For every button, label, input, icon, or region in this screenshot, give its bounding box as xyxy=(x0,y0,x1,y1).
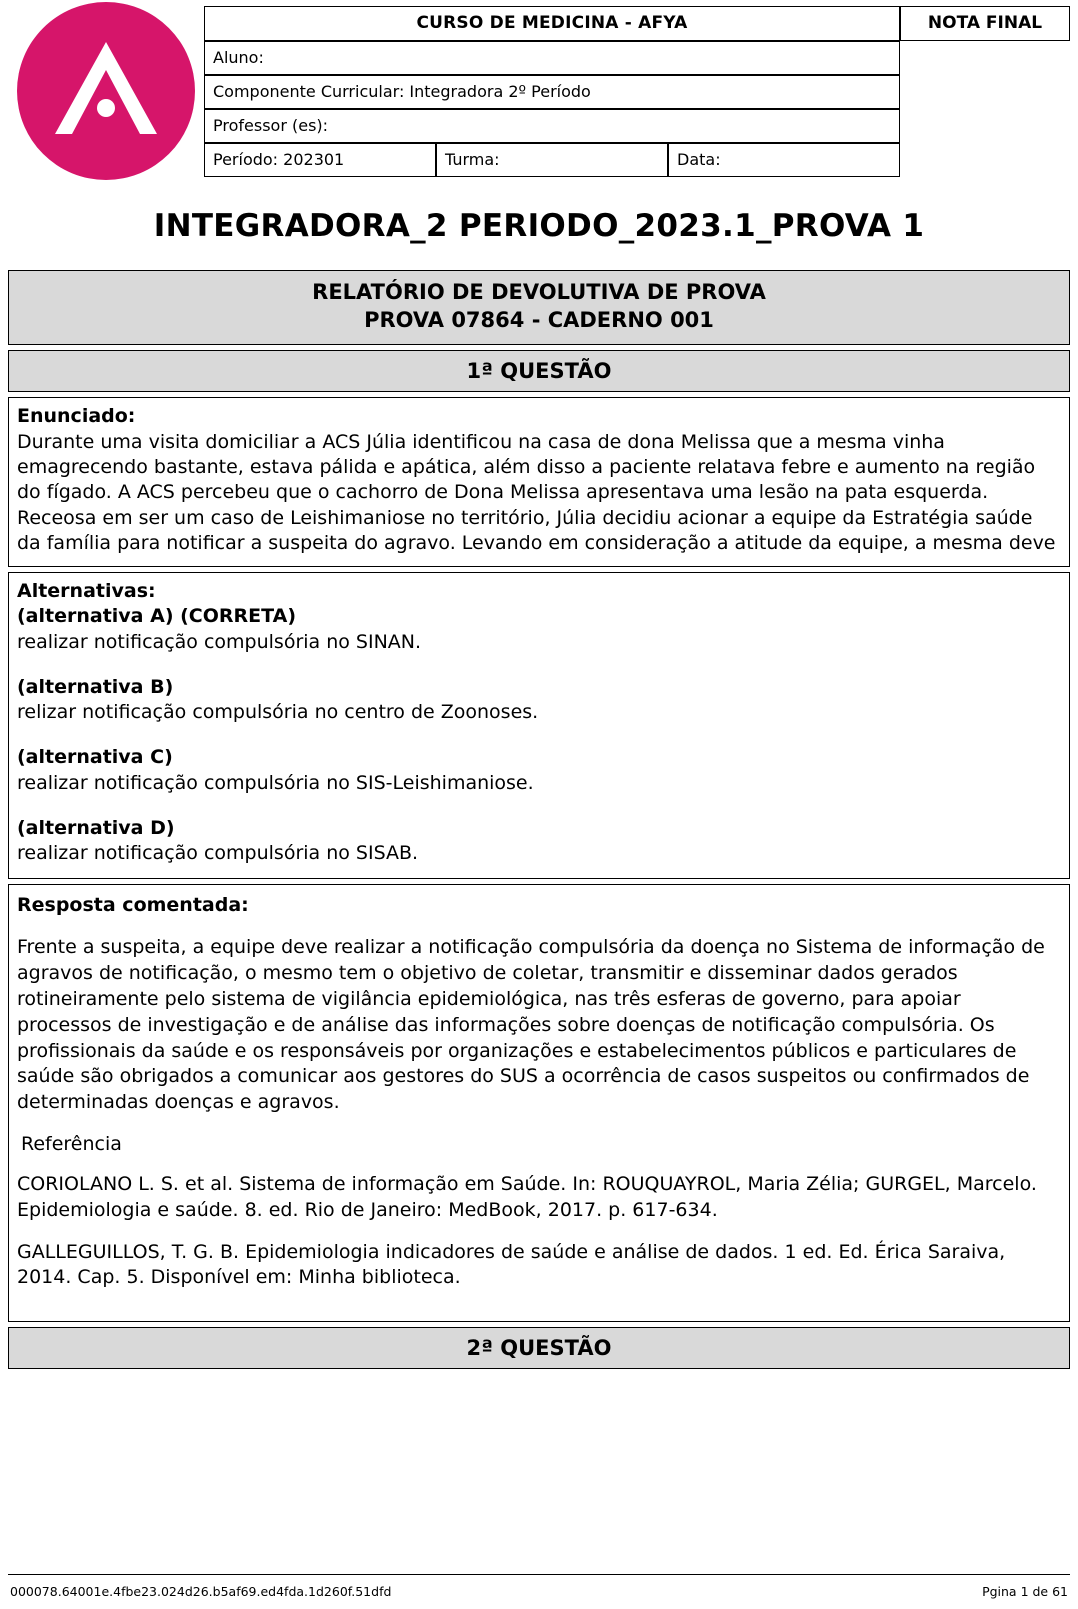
referencia-item-2: GALLEGUILLOS, T. G. B. Epidemiologia indicadores de saúde e análise de dados. 1 ed. Ed. Érica Saraiva, 2014. Cap. 5. Disponível em: Minha biblioteca. xyxy=(17,1240,1006,1289)
alternativa-c-text: realizar notificação compulsória no SIS-Leishimaniose. xyxy=(17,771,534,794)
header-row-professor xyxy=(204,109,1070,143)
header-row-periodo xyxy=(204,143,1070,177)
data-field: Data: xyxy=(668,143,900,177)
referencia-label: Referência xyxy=(21,1133,122,1156)
document-header xyxy=(8,6,1070,180)
aluno-field: Aluno: xyxy=(204,41,900,75)
professor-field: Professor (es): xyxy=(204,109,900,143)
page-footer xyxy=(0,1584,1078,1599)
header-spacer-2 xyxy=(900,109,1070,143)
referencia-item-1: CORIOLANO L. S. et al. Sistema de informação em Saúde. In: ROUQUAYROL, Maria Zélia; GURGEL, Marcelo. Epidemiologia e saúde. 8. ed. Rio de Janeiro: MedBook, 2017. p. 617-634. xyxy=(17,1172,1037,1221)
header-spacer-1 xyxy=(900,75,1070,109)
alternativa-b-label: (alternativa B) xyxy=(17,675,174,698)
nota-final-value xyxy=(900,41,1070,75)
question-1-alternativas xyxy=(8,572,1070,879)
question-1-heading: 1ª QUESTÃO xyxy=(8,350,1070,392)
alternativa-c-label: (alternativa C) xyxy=(17,746,173,769)
enunciado-text: Durante uma visita domiciliar a ACS Júlia identificou na casa de dona Melissa que a mesma vinha emagrecendo bastante, estava pálida e apática, além disso a paciente relatava febre e aumento na região do fígado. A ACS percebeu que o cachorro de Dona Melissa apresentava uma lesão na pata esquerda. Receosa em ser um caso de Leishimaniose no território, Júlia decidiu acionar a equipe da Estratégia saúde da família para notificar a suspeita do agravo. Levando em consideração a atitude da equipe, a mesma deve xyxy=(17,430,1056,554)
page-title: INTEGRADORA_2 PERIODO_2023.1_PROVA 1 xyxy=(153,208,925,244)
alternativa-d-label: (alternativa D) xyxy=(17,816,175,839)
report-title-line2: PROVA 07864 - CADERNO 001 xyxy=(364,307,714,332)
alternativa-d-text: realizar notificação compulsória no SISAB. xyxy=(17,842,419,865)
question-1-resposta xyxy=(8,884,1070,1322)
alternativa-a-label: (alternativa A) (CORRETA) xyxy=(17,605,297,628)
header-table xyxy=(204,6,1070,180)
footer-hash: 000078.64001e.4fbe23.024d26.b5af69.ed4fda.1d260f.51dfd xyxy=(10,1584,392,1599)
document-page xyxy=(0,6,1078,1609)
question-2-heading: 2ª QUESTÃO xyxy=(8,1327,1070,1369)
afya-logo xyxy=(17,2,195,180)
componente-field: Componente Curricular: Integradora 2º Período xyxy=(204,75,900,109)
course-title: CURSO DE MEDICINA - AFYA xyxy=(204,6,900,41)
header-spacer-3 xyxy=(900,143,1070,177)
footer-page-number: Pgina 1 de 61 xyxy=(982,1584,1068,1599)
periodo-field: Período: 202301 xyxy=(204,143,436,177)
report-title-block xyxy=(8,270,1070,345)
header-row-componente xyxy=(204,75,1070,109)
resposta-label: Resposta comentada: xyxy=(17,894,249,917)
alternativa-a-text: realizar notificação compulsória no SINAN. xyxy=(17,630,422,653)
report-title-line1: RELATÓRIO DE DEVOLUTIVA DE PROVA xyxy=(312,280,766,304)
alternativas-label: Alternativas: xyxy=(17,580,156,603)
logo-cell xyxy=(8,6,204,180)
resposta-text: Frente a suspeita, a equipe deve realizar a notificação compulsória da doença no Sistema de informação de agravos de notificação, o mesmo tem o objetivo de coletar, transmitir e disseminar dados gerados rotineiramente pelo sistema de vigilância epidemiológica, nas três esferas de governo, para apoiar processos de investigação e de análise das informações sobre doenças de notificação compulsória. Os profissionais da saúde e os responsáveis por organizações e estabelecimentos públicos e particulares de saúde são obrigados a comunicar aos gestores do SUS a ocorrência de casos suspeitos ou confirmados de determinadas doenças e agravos. xyxy=(17,936,1045,1114)
logo-a-icon xyxy=(17,34,195,148)
enunciado-label: Enunciado: xyxy=(17,405,136,428)
header-row-title xyxy=(204,6,1070,41)
question-1-enunciado xyxy=(8,397,1070,567)
header-row-aluno xyxy=(204,41,1070,75)
nota-final-label: NOTA FINAL xyxy=(900,6,1070,41)
alternativa-b-text: relizar notificação compulsória no centro de Zoonoses. xyxy=(17,701,539,724)
turma-field: Turma: xyxy=(436,143,668,177)
footer-divider xyxy=(8,1574,1070,1575)
